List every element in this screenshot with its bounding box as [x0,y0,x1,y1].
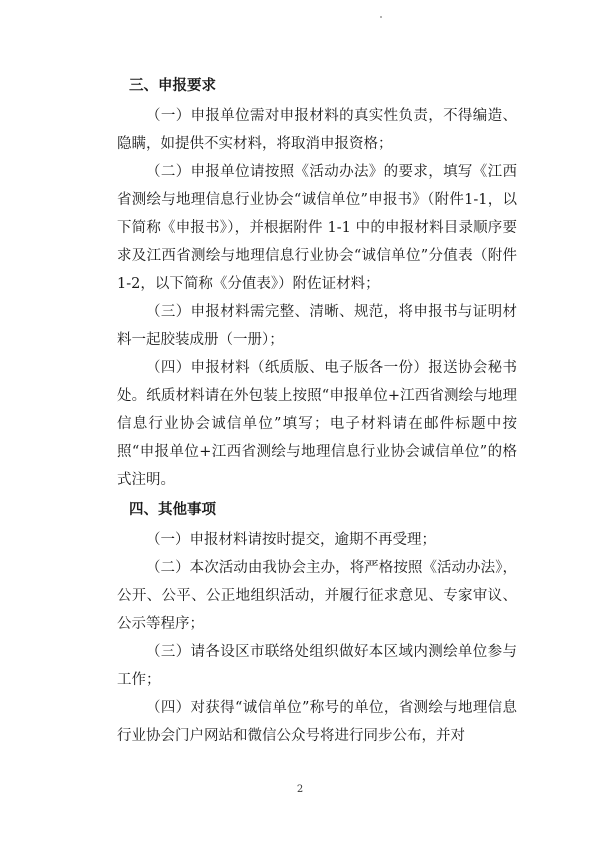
scan-speck [380,16,382,18]
requirement-item-4: （四）申报材料（纸质版、电子版各一份）报送协会秘书处。纸质材料请在外包装上按照“申报单位+江西省测绘与地理信息行业协会诚信单位”填写；电子材料请在邮件标题中按照“申报单位+江西省测绘与地理信息行业协会诚信单位”的格式注明。 [117,360,517,488]
page-number: 2 [296,784,304,795]
requirement-item-1: （一）申报单位需对申报材料的真实性负责，不得编造、隐瞒，如提供不实材料，将取消申报资格； [117,108,517,152]
section-heading-requirements: 三、申报要求 [129,77,216,94]
document-body [117,70,517,750]
requirement-item-2: （二）申报单位请按照《活动办法》的要求，填写《江西省测绘与地理信息行业协会“诚信单位”申报书》（附件1-1，以下简称《申报书》），并根据附件 1-1 中的申报材料目录顺序要求及江西省测绘与地理信息行业协会“诚信单位”分值表（附件 1-2，以下简称《分值表》）附佐证材料； [117,164,517,292]
other-item-4: （四）对获得“诚信单位”称号的单位，省测绘与地理信息行业协会门户网站和微信公众号将进行同步公布，并对 [117,700,517,744]
other-item-3: （三）请各设区市联络处组织做好本区域内测绘单位参与工作； [117,644,517,688]
requirement-item-3: （三）申报材料需完整、清晰、规范，将申报书与证明材料一起胶装成册（一册）； [117,304,517,348]
other-item-1: （一）申报材料请按时提交，逾期不再受理； [146,532,436,548]
section-heading-other-matters: 四、其他事项 [129,501,216,518]
other-item-2: （二）本次活动由我协会主办，将严格按照《活动办法》，公开、公平、公正地组织活动，并履行征求意见、专家审议、公示等程序； [117,560,517,632]
